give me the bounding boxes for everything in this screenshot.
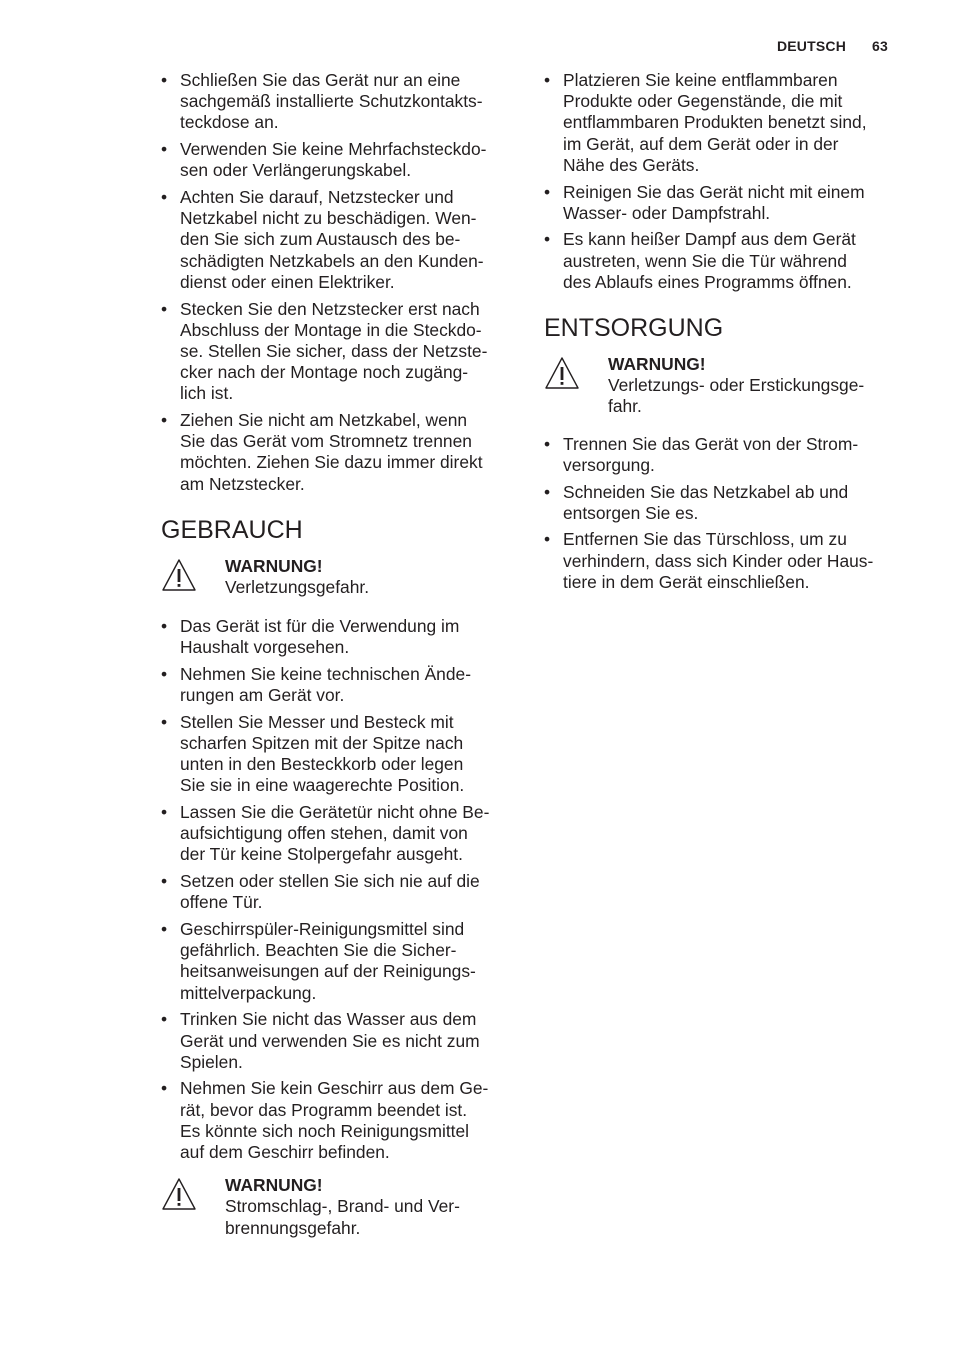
list-item: • Schneiden Sie das Netzkabel ab und entsorgen Sie es.: [544, 482, 896, 524]
section-heading-entsorgung: ENTSORGUNG: [544, 314, 724, 343]
list-item: • Reinigen Sie das Gerät nicht mit einem Wasser- oder Dampfstrahl.: [544, 182, 896, 224]
list-item: • Trennen Sie das Gerät von der Strom- versorgung.: [544, 434, 896, 476]
list-item: • Schließen Sie das Gerät nur an eine sachgemäß installierte Schutzkontakts- teckdose an.: [161, 70, 511, 134]
warning-box: [161, 1175, 511, 1239]
right-column: [544, 70, 896, 599]
list-item: • Nehmen Sie kein Geschirr aus dem Ge- rät, bevor das Programm beendet ist. Es könnte sich noch Reinigungsmittel auf dem Geschirr befinden.: [161, 1078, 511, 1163]
entsorgung-list: [544, 434, 896, 593]
list-item: • Es kann heißer Dampf aus dem Gerät austreten, wenn Sie die Tür während des Ablaufs eines Programms öffnen.: [544, 229, 896, 293]
list-item: • Stecken Sie den Netzstecker erst nach Abschluss der Montage in die Steckdo- se. Stellen Sie sicher, dass der Netzste- cker nach der Montage noch zugäng- lich ist.: [161, 299, 511, 405]
list-item: • Entfernen Sie das Türschloss, um zu verhindern, dass sich Kinder oder Haus- tiere in dem Gerät einschließen.: [544, 529, 896, 593]
section-heading-gebrauch: GEBRAUCH: [161, 515, 303, 544]
list-item: • Nehmen Sie keine technischen Ände- rungen am Gerät vor.: [161, 664, 511, 706]
warning-title: WARNUNG!: [225, 555, 323, 576]
warning-title: WARNUNG!: [225, 1175, 323, 1196]
warning-text: Verletzungs- oder Erstickungsge- fahr.: [608, 375, 865, 417]
list-item: • Stellen Sie Messer und Besteck mit scharfen Spitzen mit der Spitze nach unten in den Besteckkorb oder legen Sie sie in eine waagerechte Position.: [161, 712, 511, 797]
page-number: 63: [872, 38, 888, 54]
warning-triangle-icon: [544, 356, 580, 390]
list-item: • Trinken Sie nicht das Wasser aus dem Gerät und verwenden Sie es nicht zum Spielen.: [161, 1009, 511, 1073]
left-column: [161, 70, 511, 1239]
header-language: DEUTSCH: [776, 38, 847, 54]
list-item: • Setzen oder stellen Sie sich nie auf die offene Tür.: [161, 871, 511, 913]
list-item: • Das Gerät ist für die Verwendung im Haushalt vorgesehen.: [161, 616, 511, 658]
page-header: [777, 38, 888, 54]
warning-triangle-icon: [161, 1177, 197, 1211]
warning-title: WARNUNG!: [608, 354, 706, 375]
warning-text: Verletzungsgefahr.: [225, 577, 370, 598]
warning-box: [161, 556, 511, 600]
list-item: • Ziehen Sie nicht am Netzkabel, wenn Sie das Gerät vom Stromnetz trennen möchten. Ziehen Sie dazu immer direkt am Netzstecker.: [161, 410, 511, 495]
list-item: • Verwenden Sie keine Mehrfachsteckdo- sen oder Verlängerungskabel.: [161, 139, 511, 181]
warning-text: Stromschlag-, Brand- und Ver- brennungsgefahr.: [225, 1196, 460, 1238]
list-item: • Achten Sie darauf, Netzstecker und Netzkabel nicht zu beschädigen. Wen- den Sie sich zum Austausch des be- schädigten Netzkabels an den Kunden- dienst oder einen Elektriker.: [161, 187, 511, 293]
list-item: • Geschirrspüler-Reinigungsmittel sind gefährlich. Beachten Sie die Sicher- heitsanweisungen auf der Reinigungs- mittelverpackung.: [161, 919, 511, 1004]
safety-list-right: [544, 70, 896, 293]
warning-triangle-icon: [161, 558, 197, 592]
warning-box: [544, 354, 896, 418]
safety-list-left: [161, 70, 511, 495]
list-item: • Platzieren Sie keine entflammbaren Produkte oder Gegenstände, die mit entflammbaren Produkten benetzt sind, im Gerät, auf dem Gerät oder in der Nähe des Geräts.: [544, 70, 896, 176]
list-item: • Lassen Sie die Gerätetür nicht ohne Be- aufsichtigung offen stehen, damit von der Tür keine Stolpergefahr ausgeht.: [161, 802, 511, 866]
gebrauch-list: [161, 616, 511, 1163]
